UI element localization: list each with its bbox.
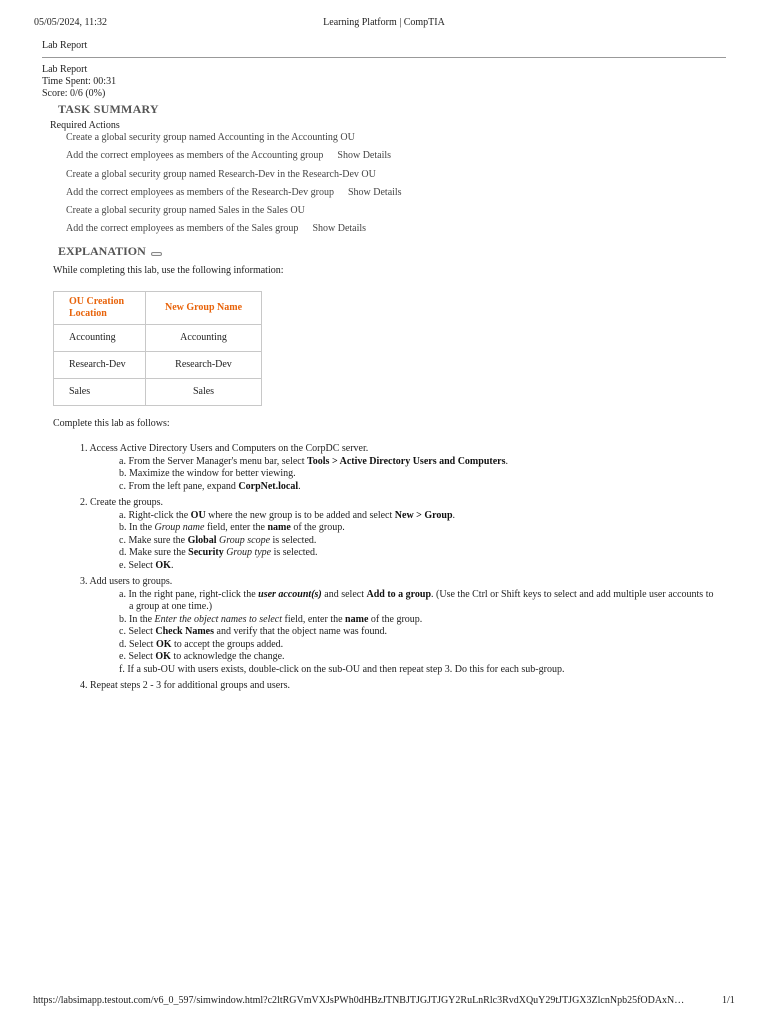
substep-letter: b. (119, 613, 127, 625)
substep-bold: OK (155, 638, 172, 650)
substep (0, 626, 768, 639)
substep (0, 522, 768, 535)
substep-letter: d. (119, 638, 127, 650)
action-item (66, 150, 391, 163)
substep (0, 547, 768, 560)
table-row (54, 379, 262, 406)
substep (0, 560, 768, 573)
substep-bold: OK (155, 559, 171, 571)
substep-text: Right-click the (128, 509, 191, 521)
table-row (54, 325, 262, 352)
step-number: 1. (80, 443, 88, 454)
header-divider (42, 57, 726, 58)
substep-text: to acknowledge the change. (170, 651, 285, 662)
substep-bold: Check Names (155, 626, 214, 637)
substep-text: In the (129, 613, 155, 625)
substep-letter: e. (119, 651, 126, 662)
substep (0, 535, 768, 548)
substep-text: From the left pane, expand (128, 480, 239, 492)
substep (0, 510, 768, 523)
print-footer-page-number: 1/1 (722, 995, 735, 1006)
explanation-heading: EXPLANATION (58, 244, 146, 258)
step-text (0, 680, 768, 693)
substep-text: In the right pane, right-click the (128, 588, 259, 600)
required-actions-label: Required Actions (50, 120, 120, 131)
show-details-link[interactable]: Show Details (347, 187, 402, 198)
substep-bold-italic: user account(s) (258, 588, 322, 600)
action-item (66, 223, 366, 236)
action-item (66, 169, 376, 182)
show-details-link[interactable]: Show Details (312, 223, 367, 234)
substep-text: of the group. (368, 613, 423, 625)
substep-bold: New > Group (394, 509, 453, 521)
substep-text: . (170, 559, 174, 571)
step-text (0, 443, 768, 456)
substep-letter: c. (119, 534, 126, 546)
table-header-group-name: New Group Name (146, 292, 262, 325)
substep-letter: b. (119, 522, 127, 533)
substep-text: . (452, 509, 456, 521)
table-header-row (54, 292, 262, 325)
substep (0, 664, 768, 677)
table-cell: Sales (54, 379, 146, 406)
substep-italic: Group type (226, 547, 272, 558)
substep-text: Make sure the (128, 534, 188, 546)
table-cell: Research-Dev (146, 352, 262, 379)
substep (0, 589, 768, 614)
step-text (0, 576, 768, 589)
step-description: Access Active Directory Users and Computers on the CorpDC server. (89, 443, 369, 454)
substep-bold: OU (190, 509, 206, 521)
substep-text: of the group. (290, 522, 345, 533)
action-text: Add the correct employees as members of the Sales group (66, 223, 299, 234)
score: Score: 0/6 (0%) (42, 88, 106, 99)
substep-bold: CorpNet.local (238, 480, 299, 492)
substep-letter: a. (119, 509, 126, 521)
substep-text: where the new group is to be added and select (205, 509, 395, 521)
substep-letter: c. (119, 480, 126, 492)
step-description: Repeat steps 2 - 3 for additional groups and users. (90, 680, 290, 691)
substep-text: Select (129, 638, 156, 650)
substep-text: Select (128, 651, 156, 662)
substep-letter: d. (119, 547, 127, 558)
table-header-ou-location: OU Creation Location (54, 292, 146, 325)
substep-text: field, enter the (204, 522, 268, 533)
show-details-link[interactable]: Show Details (337, 150, 392, 161)
substep-text: is selected. (270, 534, 317, 546)
substep-text: and select (321, 588, 367, 600)
substep-text: and verify that the object name was found. (214, 626, 387, 637)
step-text (0, 497, 768, 510)
explanation-toggle-button[interactable] (151, 252, 162, 256)
substep-bold: name (345, 613, 369, 625)
ou-group-table (53, 291, 262, 406)
substep-letter: e. (119, 559, 126, 571)
substep-text: field, enter the (282, 613, 346, 625)
table-cell: Accounting (146, 325, 262, 352)
substep (0, 456, 768, 469)
substep-bold: Tools > Active Directory Users and Computers (307, 455, 506, 467)
step-item (0, 680, 768, 693)
report-title: Lab Report (42, 64, 88, 75)
complete-intro: Complete this lab as follows: (53, 418, 170, 429)
substep (0, 614, 768, 627)
action-item (66, 187, 402, 200)
substep-letter: f. (119, 663, 125, 675)
substep-letter: a. (119, 455, 126, 467)
substep-letter: a. (119, 588, 126, 600)
substep-text: to accept the groups added. (171, 638, 284, 650)
step-number: 3. (80, 576, 88, 587)
step-number: 4. (80, 680, 88, 691)
substep-text: In the (129, 522, 155, 533)
substep-bold: Add to a group (366, 588, 432, 600)
step-description: Create the groups. (90, 497, 164, 508)
table-cell: Research-Dev (54, 352, 146, 379)
task-summary-heading: TASK SUMMARY (58, 102, 159, 116)
action-item (66, 205, 305, 218)
substep (0, 481, 768, 494)
steps-list (0, 443, 768, 693)
substep-italic: Group scope (219, 534, 271, 546)
substep (0, 651, 768, 664)
action-text: Add the correct employees as members of the Research-Dev group (66, 187, 334, 198)
substep-letter: c. (119, 626, 126, 637)
substep-text: Select (128, 626, 156, 637)
action-item (66, 132, 355, 145)
substep-text: Maximize the window for better viewing. (129, 468, 296, 479)
print-footer-url: https://labsimapp.testout.com/v6_0_597/simwindow.html?c2ltRGVmVXJsPWh0dHBzJTNBJTJGJTJGY2RuLnRlc3RvdXQuY29tJTJGX3ZlcnNpb25fODAxN… (33, 995, 685, 1006)
step-number: 2. (80, 497, 88, 508)
step-item (0, 576, 768, 676)
substep (0, 468, 768, 481)
action-text: Add the correct employees as members of the Accounting group (66, 150, 324, 161)
table-cell: Accounting (54, 325, 146, 352)
substep-bold: name (267, 522, 291, 533)
step-description: Add users to groups. (89, 576, 173, 587)
substep-italic: Enter the object names to select (154, 613, 283, 625)
step-item (0, 497, 768, 572)
time-spent: Time Spent: 00:31 (42, 76, 117, 87)
substep-text: . (298, 480, 301, 492)
substep-letter: b. (119, 468, 127, 479)
substep-italic: Group name (154, 522, 205, 533)
substep (0, 639, 768, 652)
explanation-intro: While completing this lab, use the following information: (53, 265, 284, 276)
substep-text: . (Use the Ctrl or Shift keys to select and add multiple user accounts to a group at one time.) (129, 588, 714, 612)
substep-text: From the Server Manager's menu bar, select (128, 455, 308, 467)
substep-text: If a sub-OU with users exists, double-click on the sub-OU and then repeat step 3. Do this for each sub-group. (127, 663, 565, 675)
print-datetime: 05/05/2024, 11:32 (34, 17, 107, 28)
substep-text: is selected. (271, 547, 318, 558)
action-text: Create a global security group named Accounting in the Accounting OU (66, 132, 355, 143)
action-text: Create a global security group named Research-Dev in the Research-Dev OU (66, 169, 376, 180)
substep-text: Select (128, 559, 156, 571)
substep-text: . (505, 455, 508, 467)
print-page-title: Learning Platform | CompTIA (323, 17, 445, 28)
lab-header-title: Lab Report (42, 40, 88, 51)
table-cell: Sales (146, 379, 262, 406)
table-row (54, 352, 262, 379)
action-text: Create a global security group named Sales in the Sales OU (66, 205, 305, 216)
substep-text: Make sure the (129, 547, 189, 558)
substep-bold: OK (155, 651, 171, 662)
step-item (0, 443, 768, 493)
substep-bold: Global (187, 534, 217, 546)
report-meta (42, 64, 116, 100)
substep-bold: Security (188, 547, 224, 558)
